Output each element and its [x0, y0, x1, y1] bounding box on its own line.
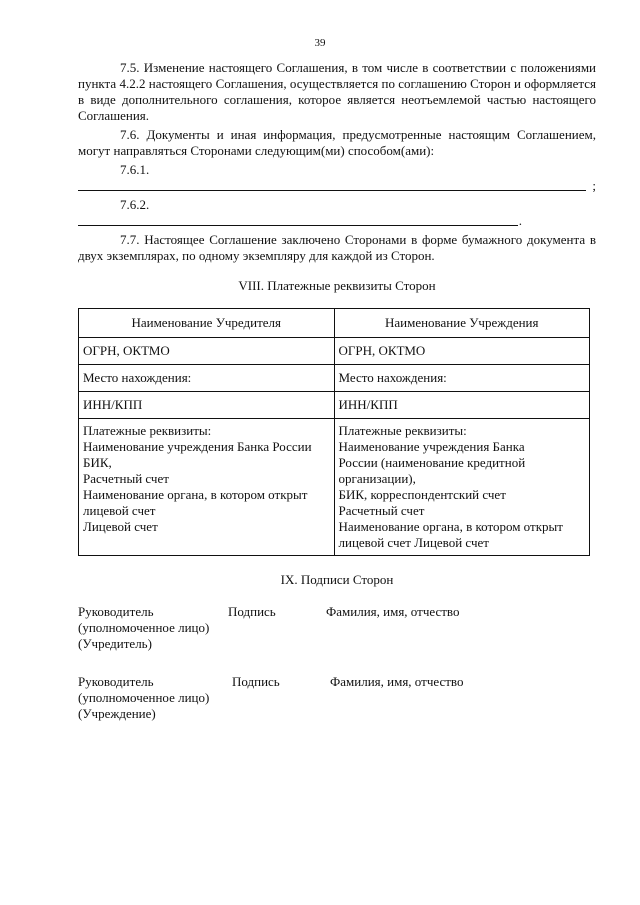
paragraph-7-6: 7.6. Документы и иная информация, предусмотренные настоящим Соглашением, могут направляться Сторонами следующим(ми) способом(ами):	[78, 127, 596, 158]
institution-location: Место нахождения:	[334, 365, 590, 392]
fill-in-rule	[78, 190, 586, 191]
blank-line-7-6-2	[78, 213, 596, 229]
item-7-6-1-label: 7.6.1.	[120, 162, 150, 177]
payment-line: Расчетный счет	[83, 471, 169, 486]
line-end-punctuation: ;	[592, 178, 596, 193]
signatory-role	[78, 604, 209, 652]
blank-line-7-6-1	[78, 178, 596, 194]
signatory-line: (Учредитель)	[78, 636, 152, 651]
paragraph-7-5: 7.5. Изменение настоящего Соглашения, в том числе в соответствии с положениями пункта 4.2.2 настоящего Соглашения, осуществляется по соглашению Сторон и оформляется в виде дополнительного соглашения, которое является неотъемлемой частью настоящего Соглашения.	[78, 60, 596, 123]
signatory-line: (уполномоченное лицо)	[78, 690, 210, 705]
institution-payment-details	[334, 419, 590, 556]
payment-line: лицевой счет Лицевой счет	[338, 535, 489, 550]
founder-payment-details	[79, 419, 335, 556]
founder-location: Место нахождения:	[79, 365, 335, 392]
signatory-line: (Учреждение)	[78, 706, 156, 721]
institution-signature-block	[78, 674, 596, 738]
section-9-title: IX. Подписи Сторон	[280, 572, 394, 587]
founder-ogrn-oktmo: ОГРН, ОКТМО	[79, 338, 335, 365]
full-name-label: Фамилия, имя, отчество	[330, 674, 464, 689]
signature-label: Подпись	[232, 674, 280, 689]
payment-line: БИК, корреспондентский счет	[338, 487, 506, 502]
payment-line: Платежные реквизиты:	[338, 423, 467, 438]
founder-name-header: Наименование Учредителя	[79, 309, 335, 338]
signatory-line: (уполномоченное лицо)	[78, 620, 210, 635]
signatory-line: Руководитель	[78, 604, 154, 619]
payment-line: Наименование учреждения Банка	[338, 439, 525, 454]
signatory-line: Руководитель	[78, 674, 154, 689]
paragraph-7-7: 7.7. Настоящее Соглашение заключено Сторонами в форме бумажного документа в двух экземплярах, по одному экземпляру для каждой из Сторон.	[78, 232, 596, 263]
signature-label: Подпись	[228, 604, 276, 619]
payment-line: Лицевой счет	[83, 519, 158, 534]
payment-line: Наименование органа, в котором открыт	[83, 487, 308, 502]
full-name-label: Фамилия, имя, отчество	[326, 604, 460, 619]
line-end-punctuation: .	[518, 213, 522, 228]
payment-line: организации),	[338, 471, 416, 486]
payment-line: России (наименование кредитной	[338, 455, 526, 470]
institution-name-header: Наименование Учреждения	[334, 309, 590, 338]
founder-inn-kpp: ИНН/КПП	[79, 392, 335, 419]
institution-inn-kpp: ИНН/КПП	[334, 392, 590, 419]
payment-line: Наименование учреждения Банка России	[83, 439, 312, 454]
document-body	[78, 60, 596, 744]
item-7-6-2-label: 7.6.2.	[120, 197, 150, 212]
payment-line: БИК,	[83, 455, 112, 470]
institution-ogrn-oktmo: ОГРН, ОКТМО	[334, 338, 590, 365]
payment-line: Платежные реквизиты:	[83, 423, 212, 438]
founder-signature-block	[78, 604, 596, 668]
payment-line: Наименование органа, в котором открыт	[338, 519, 563, 534]
section-8-title: VIII. Платежные реквизиты Сторон	[238, 278, 436, 293]
fill-in-rule	[78, 225, 518, 226]
signatory-role	[78, 674, 209, 722]
payment-line: лицевой счет	[83, 503, 156, 518]
page-number: 39	[314, 37, 326, 49]
payment-line: Расчетный счет	[338, 503, 425, 518]
payment-details-table	[78, 308, 590, 556]
